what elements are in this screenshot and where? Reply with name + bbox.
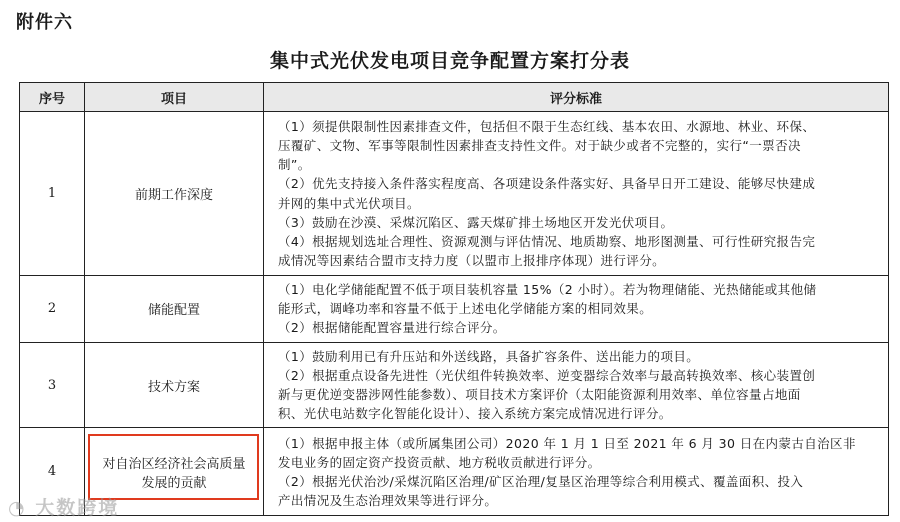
criteria-line: （2）优先支持接入条件落实程度高、各项建设条件落实好、具备早日开工建设、能够尽快建成	[278, 176, 816, 192]
row-seq: 2	[20, 276, 85, 343]
criteria-line: （4）根据规划选址合理性、资源观测与评估情况、地质勘察、地形图测量、可行性研究报告完	[278, 233, 816, 249]
criteria-line: 产出情况及生态治理效果等进行评分。	[278, 493, 498, 509]
attachment-label: 附件六	[16, 12, 73, 33]
watermark-text: 大数跨境	[35, 497, 120, 519]
table-header-row	[20, 83, 889, 112]
table-row	[20, 276, 889, 343]
row-criteria	[264, 342, 889, 428]
criteria-line: （2）根据光伏治沙/采煤沉陷区治理/矿区治理/复垦区治理等综合利用模式、覆盖面积、投入	[278, 473, 804, 489]
row-criteria	[264, 112, 889, 276]
table-row	[20, 112, 889, 276]
criteria-line: 并网的集中式光伏项目。	[278, 195, 420, 211]
row-seq: 4	[20, 428, 85, 516]
row-item: 前期工作深度	[85, 112, 264, 276]
red-highlight-box	[88, 434, 259, 500]
row-criteria	[264, 428, 889, 516]
row-seq: 3	[20, 342, 85, 428]
column-header-criteria: 评分标准	[264, 83, 889, 112]
row-item: 储能配置	[85, 276, 264, 343]
row-criteria	[264, 276, 889, 343]
row-item: 技术方案	[85, 342, 264, 428]
item-line: 对自治区经济社会高质量	[102, 456, 246, 472]
criteria-line: 新与更优逆变器涉网性能参数）、项目技术方案评价（太阳能资源利用效率、单位容量占地面	[278, 387, 801, 403]
criteria-line: （1）须提供限制性因素排查文件，包括但不限于生态红线、基本农田、水源地、林业、环保、	[278, 118, 816, 134]
table-row	[20, 342, 889, 428]
criteria-line: 积、光伏电站数字化智能化设计）、接入系统方案完成情况进行评分。	[278, 406, 672, 422]
column-header-item: 项目	[85, 83, 264, 112]
page-title: 集中式光伏发电项目竞争配置方案打分表	[269, 50, 630, 72]
criteria-line: （1）根据申报主体（或所属集团公司）2020 年 1 月 1 日至 2021 年 6 月 30 日在内蒙古自治区非	[278, 435, 856, 451]
item-line: 发展的贡献	[141, 475, 207, 491]
watermark-logo-icon: ◔	[8, 497, 27, 519]
criteria-line: （1）电化学储能配置不低于项目装机容量 15%（2 小时）。若为物理储能、光热储能或其他储	[278, 282, 817, 297]
criteria-line: 发电业务的固定资产投资贡献、地方税收贡献进行评分。	[278, 454, 601, 470]
criteria-line: （2）根据储能配置容量进行综合评分。	[278, 320, 506, 336]
criteria-line: 成情况等因素结合盟市支持力度（以盟市上报排序体现）进行评分。	[278, 253, 666, 269]
watermark	[8, 493, 119, 520]
criteria-line: 能形式，调峰功率和容量不低于上述电化学储能方案的相同效果。	[278, 301, 653, 317]
criteria-line: （3）鼓励在沙漠、采煤沉陷区、露天煤矿排土场地区开发光伏项目。	[278, 214, 674, 230]
criteria-line: 制”。	[278, 157, 311, 173]
criteria-line: 压覆矿、文物、军事等限制性因素排查支持性文件。对于缺少或者不完整的，实行“一票否决	[278, 137, 801, 153]
column-header-seq: 序号	[20, 83, 85, 112]
criteria-line: （2）根据重点设备先进性（光伏组件转换效率、逆变器综合效率与最高转换效率、核心装置创	[278, 367, 816, 383]
row-seq: 1	[20, 112, 85, 276]
criteria-line: （1）鼓励利用已有升压站和外送线路，具备扩容条件、送出能力的项目。	[278, 348, 700, 364]
